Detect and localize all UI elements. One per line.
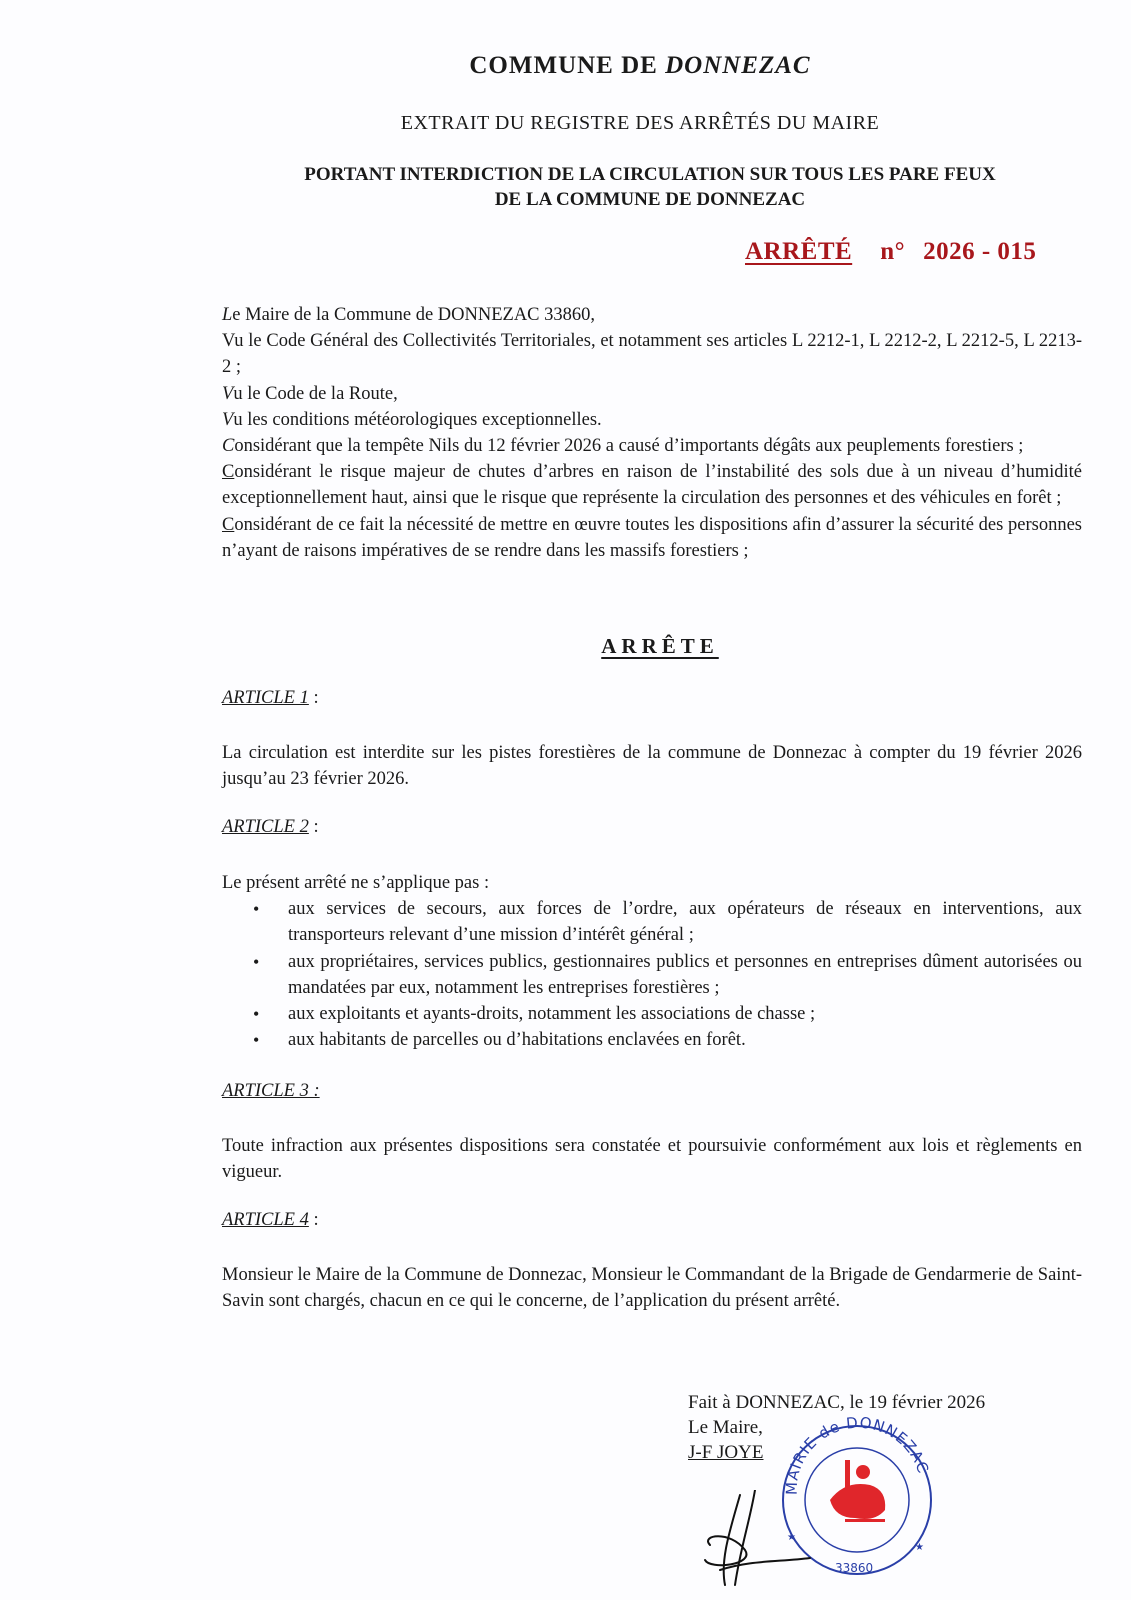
svg-text:33860: 33860 (835, 1561, 874, 1575)
list-item: • aux exploitants et ayants-droits, notamment les associations de chasse ; (222, 1001, 1082, 1027)
initial: C (222, 514, 235, 535)
svg-text:★: ★ (787, 1532, 796, 1543)
preamble-text: u le Code de la Route, (233, 383, 398, 404)
preamble (222, 302, 1082, 564)
signer-role: Le Maire, (688, 1417, 763, 1438)
article-colon: : (308, 817, 319, 837)
initial: V (222, 409, 234, 430)
initial: V (222, 383, 234, 404)
initial: L (222, 305, 233, 325)
commune-prefix: COMMUNE DE (469, 52, 658, 79)
article-1-text (222, 740, 1082, 792)
article-3-title (222, 1081, 320, 1102)
article-4-title (222, 1210, 319, 1231)
initial: C (222, 436, 235, 457)
svg-text:★: ★ (915, 1542, 924, 1553)
article-1-title (222, 688, 319, 709)
article-colon: : (308, 1210, 319, 1230)
preamble-line (222, 381, 1082, 407)
arrete-label: ARRÊTÉ (745, 238, 853, 265)
article-paragraph: Monsieur le Maire de la Commune de Donnezac, Monsieur le Commandant de la Brigade de Gendarmerie de Saint-Savin sont chargés, chacun en ce qui le concerne, de l’application du présent arrêté. (222, 1265, 1082, 1312)
preamble-text: onsidérant que la tempête Nils du 12 février 2026 a causé d’importants dégâts aux peuplements forestiers ; (234, 436, 1024, 457)
signature-scribble-icon (700, 1490, 820, 1590)
preamble-text: onsidérant le risque majeur de chutes d’arbres en raison de l’instabilité des sols due à un niveau d’humidité exceptionnellement haut, ainsi que le risque que représente la circulation des personnes et des véhicules en forêt ; (222, 462, 1082, 509)
preamble-line (222, 512, 1082, 564)
commune-title (0, 52, 1131, 80)
initial: C (222, 462, 235, 483)
place-date: Fait à DONNEZAC, le 19 février 2026 (688, 1392, 986, 1413)
preamble-line (222, 407, 1082, 433)
article-title-text: ARTICLE 4 (222, 1210, 309, 1230)
arrete-heading-text: ARRÊTE (601, 634, 719, 658)
article-4-text (222, 1262, 1082, 1314)
preamble-line (222, 328, 1082, 380)
article-2-title (222, 817, 319, 838)
arrete-number (745, 238, 1036, 266)
numero-value: 2026 - 015 (923, 238, 1037, 265)
preamble-text: Vu le Code Général des Collectivités Territoriales, et notamment ses articles L 2212-1, L 2212-2, L 2212-5, L 2213-2 ; (222, 331, 1082, 378)
article-title-text: ARTICLE 2 (222, 817, 309, 837)
commune-name: DONNEZAC (665, 52, 811, 79)
objet-line-2: DE LA COMMUNE DE DONNEZAC (494, 189, 806, 210)
registre-subtitle: EXTRAIT DU REGISTRE DES ARRÊTÉS DU MAIRE (400, 112, 880, 134)
exemption-list (222, 896, 1082, 1053)
article-2-text (222, 870, 1082, 1053)
article-colon: : (308, 688, 319, 708)
list-item: • aux habitants de parcelles ou d’habitations enclavées en forêt. (222, 1027, 1082, 1053)
preamble-text: e Maire de la Commune de DONNEZAC 33860, (232, 305, 596, 325)
preamble-line (222, 459, 1082, 511)
article-title-text: ARTICLE 3 : (222, 1081, 320, 1101)
signer-name: J-F JOYE (688, 1442, 764, 1463)
preamble-text: u les conditions météorologiques exceptionnelles. (233, 409, 602, 430)
svg-text:MAIRIE de DONNEZAC: MAIRIE de DONNEZAC (782, 1413, 933, 1496)
arrete-heading (0, 634, 1131, 659)
article-paragraph: Toute infraction aux présentes dispositions sera constatée et poursuivie conformément aux lois et règlements en vigueur. (222, 1136, 1082, 1183)
objet-title (220, 162, 1080, 212)
preamble-line (222, 433, 1082, 459)
article-3-text (222, 1133, 1082, 1185)
article-title-text: ARTICLE 1 (222, 688, 309, 708)
preamble-line (222, 302, 1082, 328)
article-paragraph: La circulation est interdite sur les pistes forestières de la commune de Donnezac à compter du 19 février 2026 jusqu’au 23 février 2026. (222, 743, 1082, 790)
list-item: • aux services de secours, aux forces de l’ordre, aux opérateurs de réseaux en interventions, aux transporteurs relevant d’une mission d’intérêt général ; (222, 896, 1082, 948)
numero-prefix: n° (880, 238, 906, 265)
preamble-text: onsidérant de ce fait la nécessité de mettre en œuvre toutes les dispositions afin d’assurer la sécurité des personnes n’ayant de raisons impératives de se rendre dans les massifs forestiers ; (222, 514, 1082, 561)
objet-line-1: PORTANT INTERDICTION DE LA CIRCULATION SUR TOUS LES PARE FEUX (304, 164, 996, 185)
article-intro: Le présent arrêté ne s’applique pas : (222, 873, 490, 893)
list-item: • aux propriétaires, services publics, gestionnaires publics et personnes en entreprises dûment autorisées ou mandatées par eux, notamment les entreprises forestières ; (222, 949, 1082, 1001)
